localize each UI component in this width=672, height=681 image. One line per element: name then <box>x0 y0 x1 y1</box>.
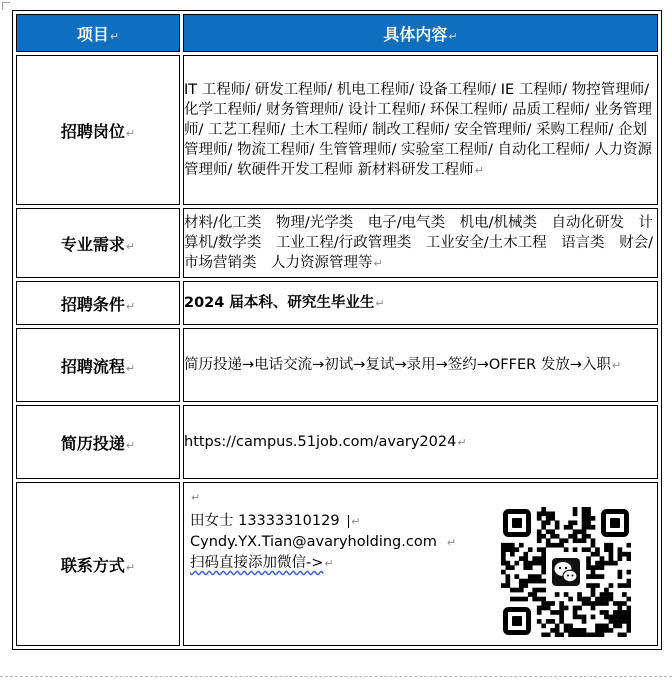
table-row-majors <box>16 208 658 278</box>
row-label: 招聘流程 <box>60 356 125 376</box>
contact-name-phone: 田女士 13333310129 <box>190 513 340 529</box>
table-row-positions <box>16 55 658 205</box>
positions-text: IT 工程师/ 研发工程师/ 机电工程师/ 设备工程师/ IE 工程师/ 物控管理师/ 化学工程师/ 财务管理师/ 设计工程师/ 环保工程师/ 品质工程师/ 业务管理师/ 工艺工程师/ 土木工程师/ 制改工程师/ 安全管理师/ 采购工程师/ 企划管理师/ 物流工程师/ 生管管理师/ 实验室工程师/ 自动化工程师/ 人力资源管理师/ 软硬件开发工程师 新材料研发工程师 <box>184 81 652 178</box>
paragraph-mark: ↵ <box>348 515 360 528</box>
row-label: 招聘岗位 <box>60 121 125 141</box>
qr-code-icon <box>501 507 631 637</box>
header-item <box>16 14 180 52</box>
row-label: 招聘条件 <box>60 294 125 314</box>
resume-link[interactable]: https://campus.51job.com/avary2024 <box>184 433 457 450</box>
paragraph-mark: ↵ <box>375 296 385 310</box>
header-content-label: 具体内容 <box>383 24 448 44</box>
row-content-cell <box>183 281 658 325</box>
majors-text: 材料/化工类 物理/光学类 电子/电气类 机电/机械类 自动化研发 计算机/数学类 工业工程/行政管理类 工业安全/土木工程 语言类 财会/市场营销类 人力资源管理等 <box>184 214 654 271</box>
row-label-cell <box>16 281 180 325</box>
row-label-cell <box>16 482 180 646</box>
table-row-resume <box>16 405 658 479</box>
paragraph-mark: ↵ <box>611 358 622 372</box>
row-label-cell <box>16 405 180 479</box>
recruitment-table <box>12 10 662 650</box>
row-label-cell <box>16 328 180 402</box>
row-label: 联系方式 <box>60 555 125 575</box>
paragraph-mark: ↵ <box>446 536 457 549</box>
header-content <box>183 14 658 52</box>
table-row-requirements <box>16 281 658 325</box>
paragraph-mark: ↵ <box>125 299 136 313</box>
paragraph-mark: ↵ <box>324 557 334 570</box>
page-edge-line <box>0 676 672 677</box>
paragraph-mark: ↵ <box>109 29 120 43</box>
contact-line <box>190 511 456 532</box>
contact-line <box>190 532 456 553</box>
paragraph-mark: ↵ <box>457 435 467 449</box>
page-corner-mark <box>2 2 10 10</box>
paragraph-mark: ↵ <box>448 29 458 43</box>
contact-lines <box>190 511 456 574</box>
paragraph-mark: ↵ <box>191 491 201 504</box>
row-label: 专业需求 <box>60 234 125 254</box>
row-content-cell <box>183 405 658 479</box>
row-content-cell <box>183 482 658 646</box>
paragraph-mark: ↵ <box>125 361 136 375</box>
header-item-label: 项目 <box>76 24 109 44</box>
paragraph-mark: ↵ <box>373 256 383 270</box>
paragraph-mark: ↵ <box>125 239 136 253</box>
row-label: 简历投递 <box>60 433 125 453</box>
paragraph-mark: ↵ <box>125 438 136 452</box>
contact-email[interactable]: Cyndy.YX.Tian@avaryholding.com <box>190 534 437 550</box>
process-text: 简历投递→电话交流→初试→复试→录用→签约→OFFER 发放→入职 <box>184 356 611 373</box>
row-content-cell <box>183 328 658 402</box>
row-label-cell <box>16 55 180 205</box>
contact-block <box>184 483 657 645</box>
wechat-hint: 扫码直接添加微信-> <box>190 555 324 571</box>
row-content-cell <box>183 55 658 205</box>
paragraph-mark: ↵ <box>125 560 136 574</box>
wechat-icon <box>549 555 583 589</box>
requirements-text: 2024 届本科、研究生毕业生 <box>184 294 375 311</box>
paragraph-mark: ↵ <box>125 126 136 140</box>
row-label-cell <box>16 208 180 278</box>
row-content-cell <box>183 208 658 278</box>
contact-line <box>190 553 456 574</box>
paragraph-mark: ↵ <box>474 163 484 177</box>
table-row-contact <box>16 482 658 646</box>
table-header-row <box>16 14 658 52</box>
table-row-process <box>16 328 658 402</box>
